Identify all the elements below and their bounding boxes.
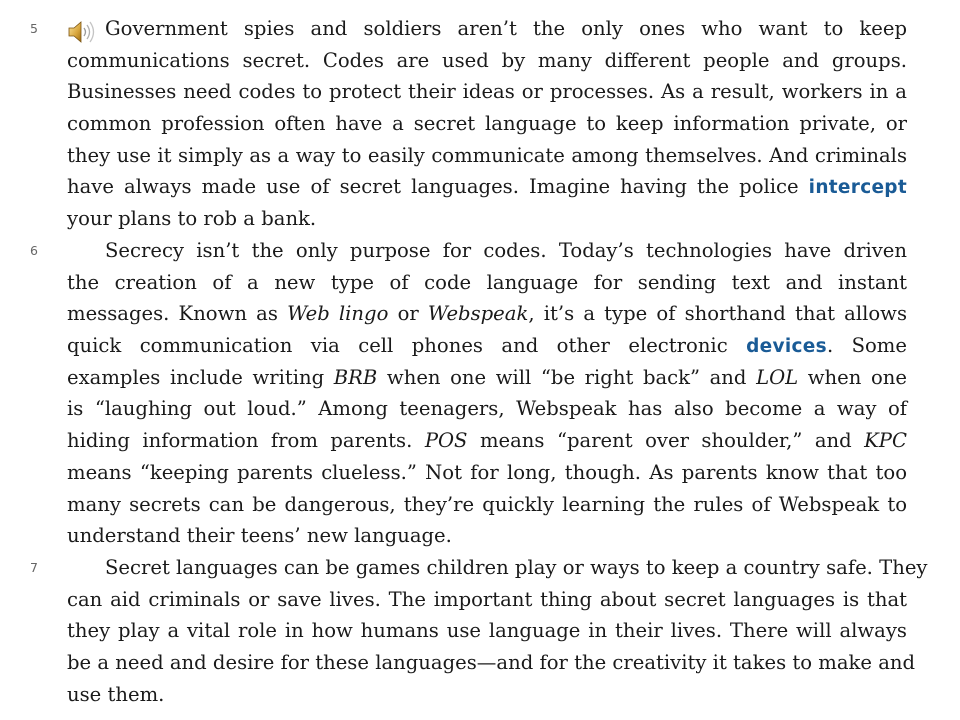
text-segment: . Some bbox=[826, 334, 907, 358]
text-line bbox=[67, 140, 907, 172]
text-line bbox=[67, 489, 907, 521]
text-line bbox=[67, 615, 907, 647]
text-line bbox=[67, 235, 907, 267]
text-line bbox=[67, 679, 907, 711]
vocabulary-word[interactable]: devices bbox=[746, 336, 827, 358]
text-segment: understand their teens’ new language. bbox=[67, 524, 452, 548]
text-line bbox=[67, 330, 907, 362]
text-segment: use them. bbox=[67, 682, 165, 706]
paragraph-7 bbox=[30, 552, 928, 710]
text-segment: many secrets can be dangerous, they’re quickly learning the rules of Webspeak to bbox=[67, 492, 907, 516]
text-line bbox=[67, 552, 928, 584]
text-line bbox=[67, 267, 907, 299]
text-line bbox=[67, 393, 907, 425]
text-segment: they use it simply as a way to easily communicate among themselves. And criminals bbox=[67, 143, 907, 167]
speaker-icon[interactable] bbox=[67, 19, 99, 41]
italic-term: POS bbox=[424, 429, 468, 453]
italic-term: LOL bbox=[756, 365, 799, 389]
text-segment: is “laughing out loud.” Among teenagers, Webspeak has also become a way of bbox=[67, 397, 907, 421]
text-segment: means “parent over shoulder,” and bbox=[467, 429, 865, 453]
italic-term: KPC bbox=[864, 429, 907, 453]
paragraph-6 bbox=[30, 235, 908, 552]
italic-term: BRB bbox=[333, 365, 378, 389]
text-line bbox=[67, 520, 907, 552]
text-line bbox=[67, 203, 907, 235]
text-segment: when one will “be right back” and bbox=[377, 365, 757, 389]
text-segment: or bbox=[388, 302, 428, 326]
vocabulary-word[interactable]: intercept bbox=[808, 177, 907, 199]
text-segment: examples include writing bbox=[67, 365, 334, 389]
text-segment: Government spies and soldiers aren’t the only ones who want to keep bbox=[105, 17, 907, 40]
text-line bbox=[67, 362, 907, 394]
text-segment: means “keeping parents clueless.” Not for long, though. As parents know that too bbox=[67, 460, 907, 484]
text-line bbox=[67, 298, 907, 330]
paragraph-number: 5 bbox=[30, 21, 38, 36]
text-segment: they play a vital role in how humans use language in their lives. There will always bbox=[67, 619, 907, 643]
italic-term: Web lingo bbox=[287, 302, 389, 326]
text-line bbox=[67, 13, 907, 45]
text-segment: quick communication via cell phones and other electronic bbox=[67, 334, 747, 358]
text-segment: be a need and desire for these languages—and for the creativity it takes to make and bbox=[67, 651, 916, 675]
text-segment: Businesses need codes to protect their ideas or processes. As a result, workers in a bbox=[67, 80, 907, 104]
text-segment: the creation of a new type of code language for sending text and instant bbox=[67, 270, 907, 294]
text-segment: Secret languages can be games children play or ways to keep a country safe. They bbox=[105, 556, 928, 579]
text-line bbox=[67, 76, 907, 108]
text-segment: Secrecy isn’t the only purpose for codes. Today’s technologies have driven bbox=[105, 239, 907, 262]
text-segment: common profession often have a secret language to keep information private, or bbox=[67, 112, 907, 136]
paragraph-5 bbox=[30, 13, 907, 235]
text-line bbox=[67, 457, 907, 489]
paragraph-number: 6 bbox=[30, 243, 38, 258]
text-segment: can aid criminals or save lives. The important thing about secret languages is that bbox=[67, 587, 907, 611]
text-line bbox=[67, 171, 907, 203]
text-segment: , it’s a type of shorthand that allows bbox=[528, 302, 908, 326]
text-line bbox=[67, 45, 907, 77]
text-segment: your plans to rob a bank. bbox=[67, 207, 317, 231]
text-segment: when one bbox=[798, 365, 907, 389]
text-segment: have always made use of secret languages. Imagine having the police bbox=[67, 175, 809, 199]
text-segment: messages. Known as bbox=[67, 302, 288, 326]
text-line bbox=[67, 647, 916, 679]
paragraph-number: 7 bbox=[30, 560, 38, 575]
italic-term: Webspeak bbox=[427, 302, 529, 326]
text-line bbox=[67, 425, 907, 457]
text-line bbox=[67, 584, 907, 616]
text-segment: hiding information from parents. bbox=[67, 429, 425, 453]
text-segment: communications secret. Codes are used by many different people and groups. bbox=[67, 48, 907, 72]
text-line bbox=[67, 108, 907, 140]
